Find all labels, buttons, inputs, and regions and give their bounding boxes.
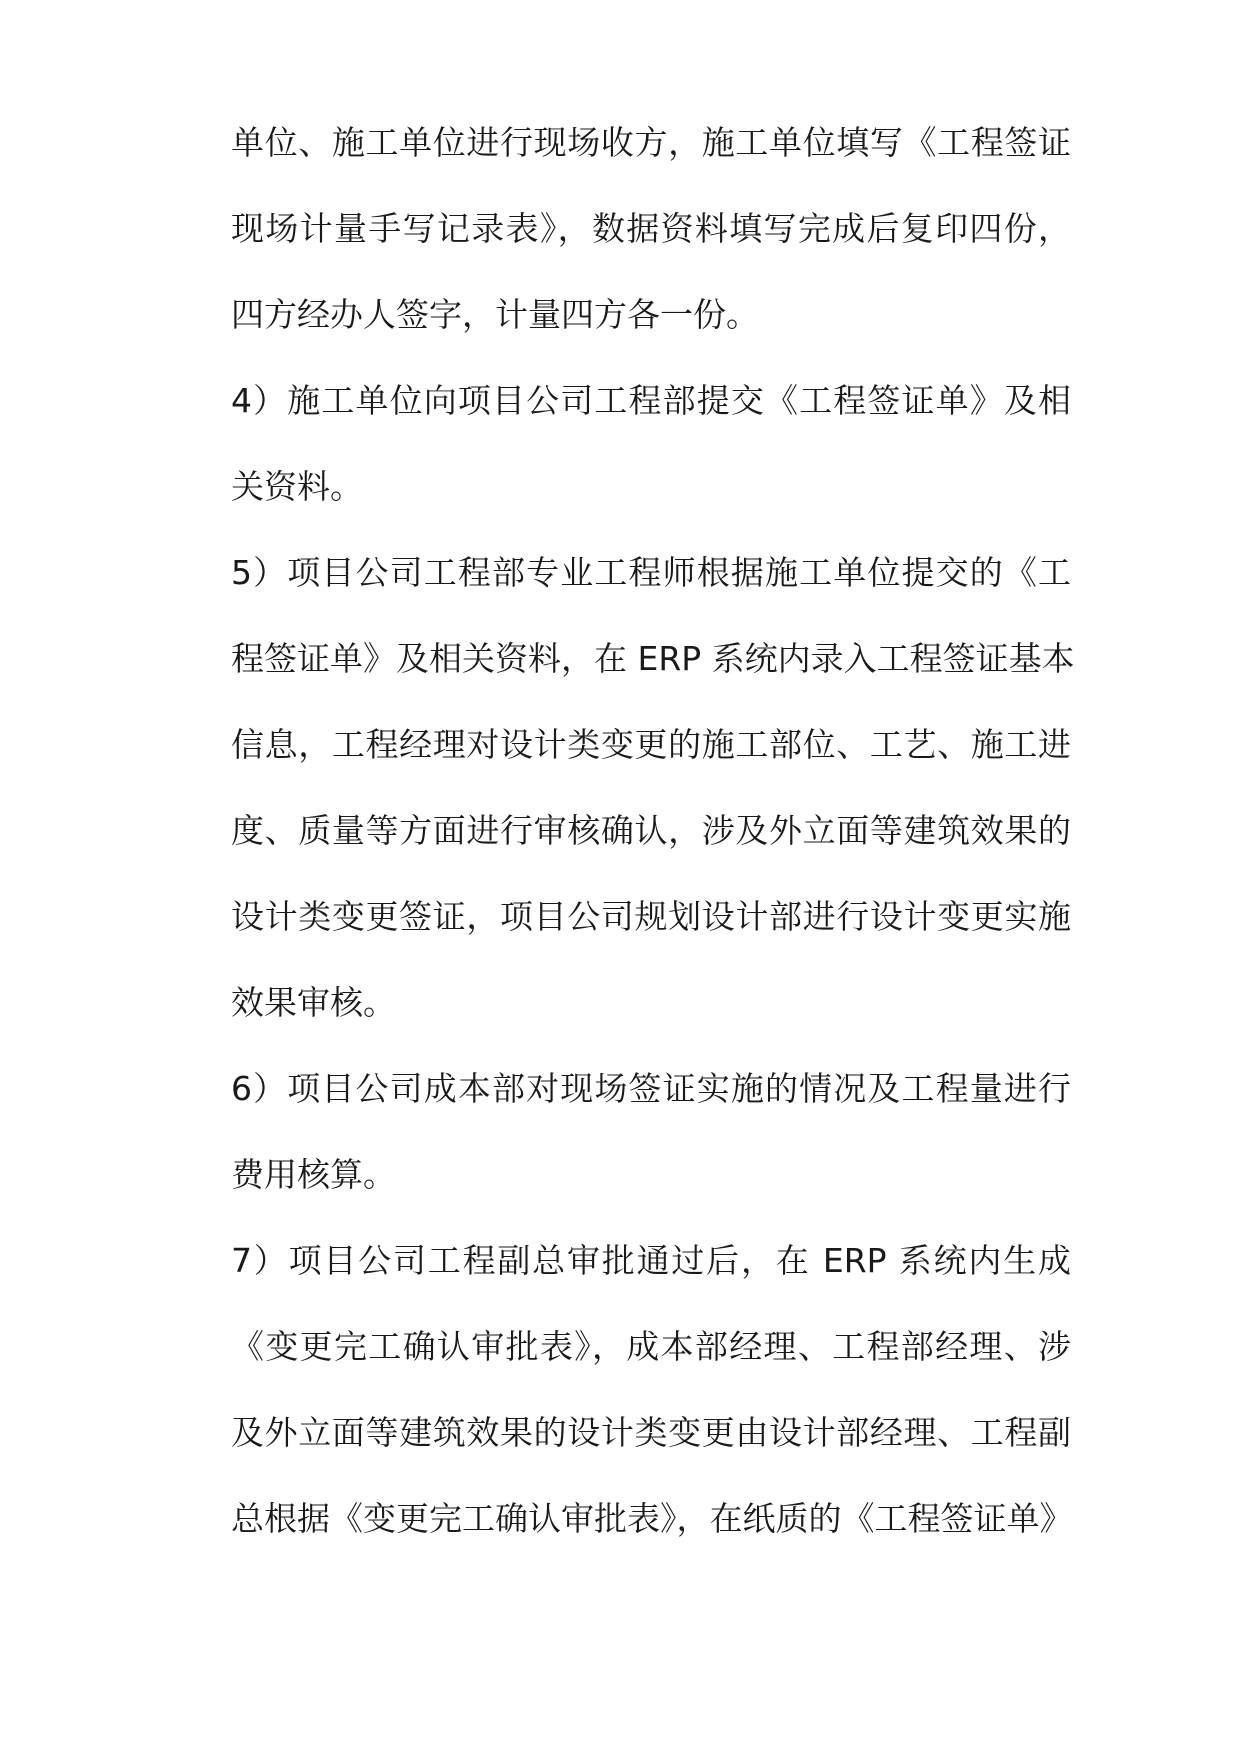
body-text	[231, 112, 1075, 1574]
text-line: 度、质量等方面进行审核确认，涉及外立面等建筑效果的	[231, 811, 1071, 850]
text-line: 关资料。	[231, 467, 363, 506]
text-line: 7）项目公司工程副总审批通过后，在 ERP 系统内生成	[231, 1241, 1071, 1280]
text-line: 单位、施工单位进行现场收方，施工单位填写《工程签证	[231, 123, 1071, 162]
text-line: 总根据《变更完工确认审批表》，在纸质的《工程签证单》	[231, 1499, 1073, 1538]
text-line: 费用核算。	[231, 1155, 396, 1194]
text-line: 程签证单》及相关资料，在 ERP 系统内录入工程签证基本	[231, 639, 1075, 678]
text-line: 设计类变更签证，项目公司规划设计部进行设计变更实施	[231, 897, 1071, 936]
text-line: 《变更完工确认审批表》，成本部经理、工程部经理、涉	[231, 1327, 1071, 1366]
text-line: 信息，工程经理对设计类变更的施工部位、工艺、施工进	[231, 725, 1071, 764]
text-line: 4）施工单位向项目公司工程部提交《工程签证单》及相	[231, 381, 1071, 420]
text-line: 5）项目公司工程部专业工程师根据施工单位提交的《工	[231, 553, 1071, 592]
text-line: 及外立面等建筑效果的设计类变更由设计部经理、工程副	[231, 1413, 1071, 1452]
text-line: 效果审核。	[231, 983, 396, 1022]
text-line: 四方经办人签字，计量四方各一份。	[231, 295, 759, 334]
text-line: 现场计量手写记录表》，数据资料填写完成后复印四份，	[231, 209, 1071, 248]
text-line: 6）项目公司成本部对现场签证实施的情况及工程量进行	[231, 1069, 1071, 1108]
